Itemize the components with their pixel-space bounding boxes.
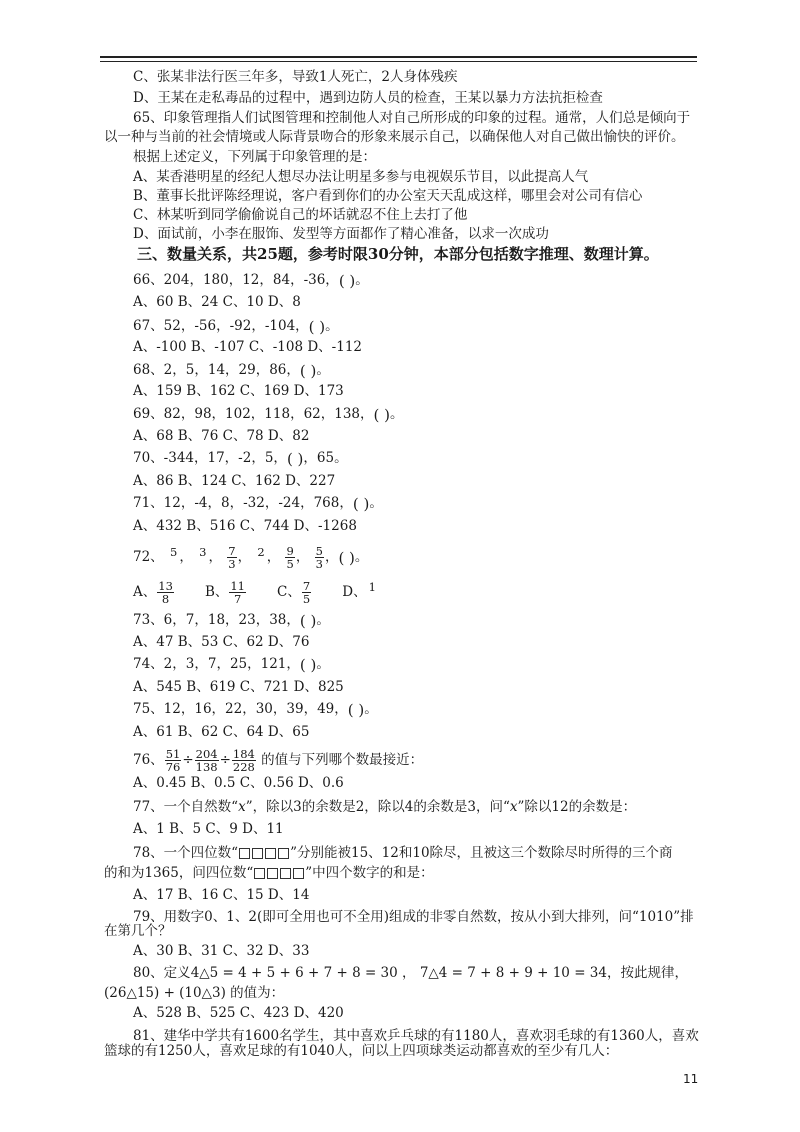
digit-box (280, 868, 291, 879)
q79-stem-line2: 在第几个？ (104, 923, 172, 939)
header-rule-thin (100, 61, 697, 62)
q76-frac-2: $\frac{204}{138}$ (195, 747, 218, 774)
q68-options: A、159 B、162 C、169 D、173 (133, 383, 344, 399)
q81-stem-line2: 篮球的有1250人，喜欢足球的有1040人，问以上四项球类运动都喜欢的至少有几人： (104, 1043, 619, 1059)
q66-options: A、60 B、24 C、10 D、8 (133, 294, 301, 310)
section-heading: 三、数量关系，共25题，参考时限30分钟，本部分包括数字推理、数理计算。 (137, 245, 659, 263)
q80-expression-math: (26△15) + (10△3) (104, 985, 226, 1001)
q76-frac-3: $\frac{184}{228}$ (232, 747, 255, 774)
q79-stem-line1: 79、用数字0、1、2(即可全用也可不全用)组成的非零自然数，按从小到大排列，问“1010”排 (133, 909, 694, 925)
q72-stem: 72、 5 ， 3 ， $\frac{7}{3}$ ， 2 ， $\frac{9}{5}$ ， $\frac{5}{3}$ ，( )。 (133, 544, 369, 571)
q65-option-d: D、面试前，小李在服饰、发型等方面都作了精心准备，以求一次成功 (133, 226, 549, 242)
q64-option-c: C、张某非法行医三年多，导致1人死亡，2人身体残疾 (133, 69, 458, 85)
digit-box (252, 848, 263, 859)
q72-option-a-frac: $\frac{13}{8}$ (158, 579, 173, 606)
digit-box (239, 848, 250, 859)
digit-box (265, 848, 276, 859)
q65-stem-line3: 根据上述定义，下列属于印象管理的是： (133, 149, 376, 165)
digit-box (293, 868, 304, 879)
q72-options: A、 $\frac{13}{8}$ B、 $\frac{11}{7}$ C、 $\frac{7}{5}$ D、 1 (133, 579, 376, 606)
q74-stem: 74、2，3，7，25，121，( )。 (133, 655, 330, 674)
q78-stem-line2: 的和为1365，问四位数“ ”中四个数字的和是： (104, 865, 434, 881)
q72-term-5: $\frac{9}{5}$ (286, 544, 294, 571)
q65-option-c: C、林某听到同学偷偷说自己的坏话就忍不住上去打了他 (133, 207, 468, 223)
q72-option-c-frac: $\frac{7}{5}$ (302, 579, 311, 606)
q72-term-1: 5 (169, 544, 178, 559)
q80-definition-math: 4△5 = 4 + 5 + 6 + 7 + 8 = 30 ， 7△4 = 7 + 8 + 9 + 10 = 34 (190, 965, 607, 981)
q70-options: A、86 B、124 C、162 D、227 (133, 473, 336, 489)
q80-options: A、528 B、525 C、423 D、420 (133, 1005, 344, 1021)
q71-options: A、432 B、516 C、744 D、-1268 (133, 518, 357, 534)
q74-options: A、545 B、619 C、721 D、825 (133, 679, 344, 695)
q69-stem: 69、82，98，102，118，62，138，( )。 (133, 405, 404, 424)
q65-option-a: A、某香港明星的经纪人想尽办法让明星多参与电视娱乐节目，以此提高人气 (133, 169, 589, 185)
q72-option-b-frac: $\frac{11}{7}$ (230, 579, 245, 606)
q72-term-3: $\frac{7}{3}$ (228, 544, 236, 571)
q73-stem: 73、6，7，18，23，38，( )。 (133, 611, 330, 630)
q68-stem: 68、2，5，14，29，86，( )。 (133, 361, 330, 380)
header-rule-thick (100, 56, 697, 58)
q78-options: A、17 B、16 C、15 D、14 (133, 887, 310, 903)
q66-stem: 66、204，180，12，84，-36，( )。 (133, 271, 369, 290)
q71-stem: 71、12，-4，8，-32，-24，768，( )。 (133, 494, 383, 513)
q64-option-d: D、王某在走私毒品的过程中，遇到边防人员的检查，王某以暴力方法抗拒检查 (133, 90, 603, 106)
digit-box (254, 868, 265, 879)
q65-stem-line1: 65、印象管理指人们试图管理和控制他人对自己所形成的印象的过程。通常，人们总是倾向于 (133, 110, 691, 126)
q76-stem: 76、 $\frac{51}{76}$ ÷ $\frac{204}{138}$ ÷ $\frac{184}{228}$ 的值与下列哪个数最接近： (133, 747, 424, 774)
q72-term-6: $\frac{5}{3}$ (315, 544, 323, 571)
q65-stem-line2: 以一种与当前的社会情境或人际背景吻合的形象来展示自己，以确保他人对自己做出愉快的评价。 (104, 129, 685, 145)
q70-stem: 70、-344，17，-2，5，( )，65。 (133, 449, 348, 468)
digit-box (278, 848, 289, 859)
q79-options: A、30 B、31 C、32 D、33 (133, 943, 310, 959)
q75-stem: 75、12，16，22，30，39，49，( )。 (133, 700, 378, 719)
q80-stem-line1: 80、定义4△5 = 4 + 5 + 6 + 7 + 8 = 30 ， 7△4 = 7 + 8 + 9 + 10 = 34，按此规律， (133, 965, 688, 981)
q75-options: A、61 B、62 C、64 D、65 (133, 724, 310, 740)
q67-options: A、-100 B、-107 C、-108 D、-112 (133, 339, 363, 355)
q69-options: A、68 B、76 C、78 D、82 (133, 428, 310, 444)
q76-options: A、0.45 B、0.5 C、0.56 D、0.6 (133, 775, 344, 791)
q77-stem: 77、一个自然数“x”，除以3的余数是2，除以4的余数是3，问“x”除以12的余数是： (133, 799, 637, 815)
q81-stem-line1: 81、建华中学共有1600名学生，其中喜欢乒乓球的有1180人，喜欢羽毛球的有1360人，喜欢 (133, 1028, 699, 1044)
q80-stem-line2: (26△15) + (10△3) 的值为： (104, 985, 285, 1001)
page-number: 11 (683, 1072, 699, 1086)
q65-option-b: B、董事长批评陈经理说，客户看到你们的办公室天天乱成这样，哪里会对公司有信心 (133, 188, 643, 204)
q72-option-d-value: 1 (368, 579, 376, 594)
q77-options: A、1 B、5 C、9 D、11 (133, 821, 284, 837)
q67-stem: 67、52，-56，-92，-104，( )。 (133, 317, 339, 336)
q72-term-4: 2 (257, 544, 265, 559)
q78-stem-line1: 78、一个四位数“ ”分别能被15、12和10除尽，且被这三个数除尽时所得的三个商 (133, 845, 673, 861)
q73-options: A、47 B、53 C、62 D、76 (133, 634, 310, 650)
q72-term-2: 3 (199, 544, 207, 559)
q76-frac-1: $\frac{51}{76}$ (165, 747, 181, 774)
digit-box (267, 868, 278, 879)
